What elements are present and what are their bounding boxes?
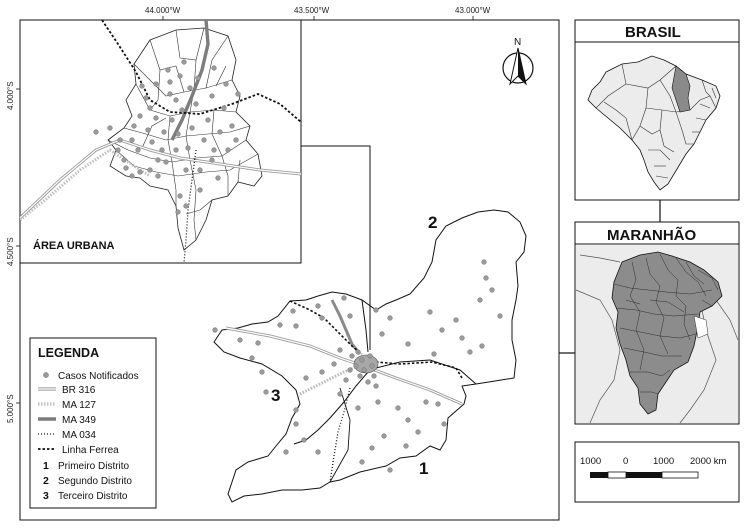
legend-title: LEGENDA — [38, 346, 100, 360]
case-dot — [370, 364, 375, 369]
case-dot — [316, 450, 321, 455]
case-dot — [116, 148, 121, 153]
case-dot — [360, 358, 365, 363]
scale-label-2000: 2000 km — [690, 456, 727, 467]
case-dot — [342, 296, 347, 301]
case-dot — [212, 148, 217, 153]
case-dot — [154, 116, 159, 121]
legend-district-1-number: 1 — [43, 460, 49, 472]
case-dot — [124, 166, 129, 171]
case-dot — [362, 368, 367, 373]
case-dot — [250, 356, 255, 361]
maranhao-panel — [575, 222, 739, 424]
case-dot — [396, 406, 401, 411]
case-dot — [148, 168, 153, 173]
case-dot — [236, 92, 241, 97]
scale-label-0: 0 — [623, 456, 629, 467]
case-dot — [376, 400, 381, 405]
lon-label-44: 44.000°W — [145, 6, 181, 15]
case-dot — [174, 98, 179, 103]
case-dot — [498, 314, 503, 319]
case-dot — [260, 370, 265, 375]
case-dot — [360, 460, 365, 465]
case-dot — [460, 336, 465, 341]
case-dot — [484, 276, 489, 281]
case-dot — [130, 174, 135, 179]
case-dot — [146, 128, 151, 133]
case-dot — [348, 368, 353, 373]
case-dot — [184, 204, 189, 209]
case-dot — [194, 102, 199, 107]
legend-district-2-number: 2 — [43, 475, 49, 487]
lon-label-43: 43.000°W — [455, 6, 491, 15]
brazil-panel — [575, 20, 739, 200]
case-dot — [490, 288, 495, 293]
case-dot — [304, 376, 309, 381]
case-dot — [174, 148, 179, 153]
urban-inset — [20, 20, 301, 263]
case-dot — [136, 148, 141, 153]
case-dot — [468, 350, 473, 355]
scale-label-1000-left: 1000 — [580, 456, 602, 467]
case-dot — [348, 314, 353, 319]
case-dot — [122, 158, 127, 163]
scale-seg-3 — [626, 472, 662, 478]
case-dot — [238, 338, 243, 343]
case-dot — [188, 86, 193, 91]
case-dot — [482, 260, 487, 265]
legend-label-ma349: MA 349 — [62, 415, 96, 426]
case-dot — [184, 168, 189, 173]
case-dot — [356, 406, 361, 411]
case-dot — [210, 158, 215, 163]
case-dot — [368, 354, 373, 359]
district-label-1: 1 — [419, 459, 429, 478]
case-dot — [148, 106, 153, 111]
case-dot — [166, 68, 171, 73]
case-dot — [196, 76, 201, 81]
legend-label-railway: Linha Ferrea — [62, 445, 119, 456]
case-dot — [442, 422, 447, 427]
case-dot — [212, 66, 217, 71]
case-dot — [224, 82, 229, 87]
case-dot — [150, 140, 155, 145]
case-dot — [140, 84, 145, 89]
lat-label-5: 5.000°S — [6, 394, 15, 423]
case-dot — [388, 316, 393, 321]
lon-label-43-5: 43.500°W — [294, 6, 330, 15]
case-dot — [350, 354, 355, 359]
case-dot — [416, 430, 421, 435]
legend-label-cases: Casos Notificados — [58, 371, 139, 382]
case-dot — [406, 418, 411, 423]
case-dot — [198, 188, 203, 193]
case-dot — [162, 130, 167, 135]
district-label-2: 2 — [428, 213, 438, 232]
case-dot — [320, 370, 325, 375]
case-dot — [164, 160, 169, 165]
case-dot — [178, 194, 183, 199]
case-dot — [388, 468, 393, 473]
legend-label-district-3: Terceiro Distrito — [58, 491, 128, 502]
case-dot — [160, 148, 165, 153]
case-dot — [168, 80, 173, 85]
case-dot — [230, 124, 235, 129]
case-dot — [428, 310, 433, 315]
case-dot — [202, 138, 207, 143]
case-dot — [478, 298, 483, 303]
lat-label-4: 4.000°S — [6, 81, 15, 110]
district-label-3: 3 — [271, 386, 281, 405]
scale-seg-4 — [662, 472, 698, 478]
legend-label-ma127: MA 127 — [62, 400, 96, 411]
case-dot — [213, 328, 218, 333]
case-dot — [358, 374, 363, 379]
case-dot — [180, 108, 185, 113]
case-dot — [432, 352, 437, 357]
legend-label-district-2: Segundo Distrito — [58, 476, 132, 487]
case-dot — [264, 390, 269, 395]
legend-district-3-number: 3 — [43, 490, 49, 502]
case-dot — [256, 341, 261, 346]
case-dot — [94, 130, 99, 135]
case-dot — [182, 60, 187, 65]
case-dot — [156, 174, 161, 179]
case-dot — [344, 378, 349, 383]
case-dot — [130, 138, 135, 143]
case-dot — [176, 132, 181, 137]
case-dot — [338, 348, 343, 353]
case-dot — [374, 308, 379, 313]
case-dot — [132, 124, 137, 129]
case-dot — [436, 402, 441, 407]
case-dot — [356, 350, 361, 355]
case-dot — [222, 106, 227, 111]
case-dot — [186, 146, 191, 151]
case-dot — [278, 323, 283, 328]
case-dot — [291, 309, 296, 314]
legend-label-br316: BR 316 — [62, 385, 96, 396]
case-dot — [218, 130, 223, 135]
case-dot — [108, 126, 113, 131]
legend-label-ma034: MA 034 — [62, 430, 96, 441]
scale-label-1000-right: 1000 — [653, 456, 675, 467]
case-dot — [320, 316, 325, 321]
case-dot — [380, 332, 385, 337]
scale-seg-1 — [590, 472, 608, 478]
case-dot — [284, 450, 289, 455]
scale-seg-2 — [608, 472, 626, 478]
case-dot — [316, 304, 321, 309]
case-dot — [480, 344, 485, 349]
north-label: N — [514, 37, 522, 48]
case-dot — [294, 408, 299, 413]
case-dot — [168, 92, 173, 97]
maranhao-title: MARANHÃO — [607, 227, 697, 244]
case-dot — [404, 444, 409, 449]
case-dot — [294, 422, 299, 427]
case-dot — [190, 126, 195, 131]
lat-label-4-5: 4.500°S — [6, 237, 15, 266]
case-dot — [154, 82, 159, 87]
case-dot — [294, 324, 299, 329]
case-dot — [170, 118, 175, 123]
case-dot — [338, 392, 343, 397]
case-dot — [144, 96, 149, 101]
legend-label-district-1: Primeiro Distrito — [58, 461, 130, 472]
case-dot — [332, 362, 337, 367]
case-dot — [206, 118, 211, 123]
case-dot — [138, 170, 143, 175]
legend — [30, 338, 156, 508]
case-dot — [406, 342, 411, 347]
urban-area-label: ÁREA URBANA — [33, 240, 115, 252]
case-dot — [366, 380, 371, 385]
case-dot — [176, 210, 181, 215]
case-dot — [302, 438, 307, 443]
case-dot — [234, 138, 239, 143]
case-dot — [382, 434, 387, 439]
case-dot — [454, 318, 459, 323]
scale-bar — [575, 442, 739, 502]
legend-case-dot-symbol — [43, 372, 48, 377]
case-dot — [440, 328, 445, 333]
case-dot — [354, 364, 359, 369]
brazil-title: BRASIL — [625, 24, 681, 41]
case-dot — [424, 400, 429, 405]
case-dot — [210, 94, 215, 99]
case-dot — [372, 374, 377, 379]
case-dot — [138, 114, 143, 119]
case-dot — [198, 168, 203, 173]
case-dot — [370, 446, 375, 451]
case-dot — [118, 138, 123, 143]
case-dot — [226, 148, 231, 153]
case-dot — [178, 74, 183, 79]
case-dot — [374, 384, 379, 389]
case-dot — [216, 176, 221, 181]
case-dot — [156, 158, 161, 163]
